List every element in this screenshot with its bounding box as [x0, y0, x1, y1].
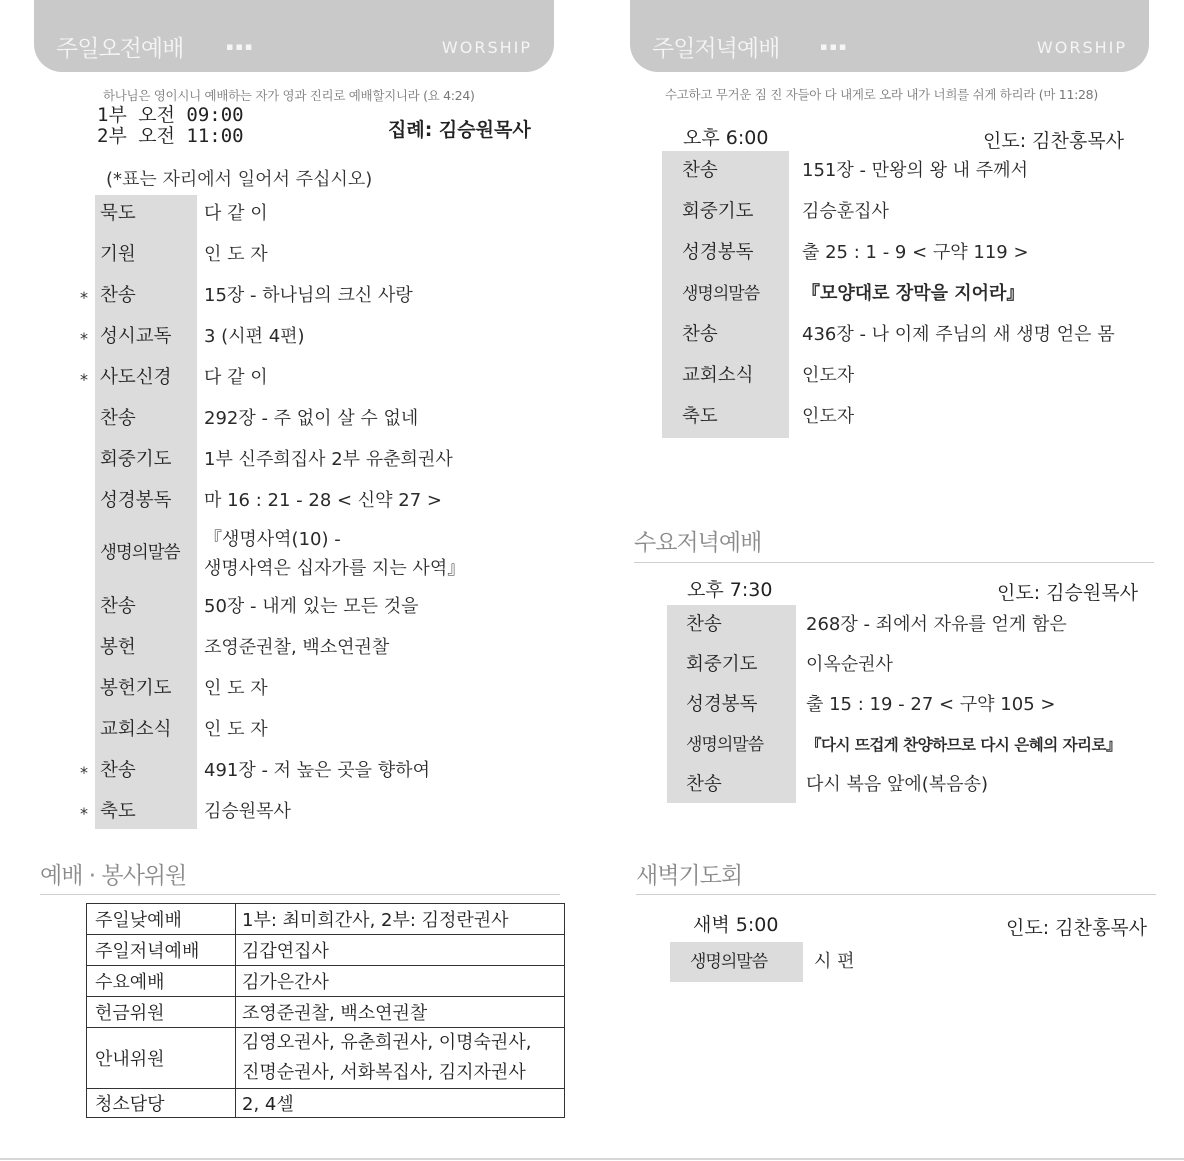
order-label: 찬송 [682, 324, 718, 345]
header-dots: ▪▪▪ [820, 40, 849, 53]
order-row-offering-prayer [80, 669, 540, 709]
order-label: 회중기도 [100, 449, 172, 470]
order-label: 생명의말씀 [682, 284, 760, 304]
order-value: 15장 - 하나님의 크신 사랑 [204, 285, 413, 306]
order-label: 찬송 [100, 408, 136, 429]
order-label: 교회소식 [100, 719, 172, 740]
evening-worship-label: WORSHIP [1036, 38, 1127, 57]
order-value: 3 (시편 4편) [204, 326, 305, 347]
order-value: 시 편 [814, 951, 855, 972]
order-value: 출 25 : 1 - 9 < 구약 119 > [802, 242, 1029, 263]
order-label: 봉헌기도 [100, 678, 172, 699]
order-row-scripture [80, 481, 540, 521]
wednesday-row-sermon [686, 725, 1156, 765]
wednesday-section-divider [634, 562, 1154, 563]
order-value: 151장 - 만왕의 왕 내 주께서 [802, 160, 1028, 181]
morning-time-1: 1부 오전 09:00 [97, 104, 244, 126]
order-label: 축도 [682, 406, 718, 427]
wednesday-row-prayer [686, 645, 1156, 685]
staff-row [87, 904, 565, 935]
staff-members: 조영준권찰, 백소연권찰 [236, 997, 565, 1028]
order-row-muk-do [80, 194, 540, 234]
staff-members: 김가은간사 [236, 966, 565, 997]
order-value: 인 도 자 [204, 719, 268, 740]
order-label: 성경봉독 [686, 694, 758, 715]
evening-row-hymn-1 [682, 151, 1152, 191]
dawn-row-sermon [690, 942, 1160, 982]
staff-role: 주일저녁예배 [87, 935, 236, 966]
stand-marker: * [80, 288, 88, 307]
morning-header [34, 0, 554, 72]
order-value: 292장 - 주 없이 살 수 없네 [204, 408, 419, 429]
wednesday-row-hymn-1 [686, 605, 1156, 645]
order-row-offering [80, 628, 540, 668]
order-label: 성시교독 [100, 326, 172, 347]
morning-worship-label: WORSHIP [441, 38, 532, 57]
order-row-hymn-4 [80, 751, 540, 791]
header-dots: ▪▪▪ [226, 40, 255, 53]
order-row-hymn-3 [80, 587, 540, 627]
order-row-sermon [80, 522, 540, 584]
order-value: 다시 복음 앞에(복음송) [806, 774, 988, 795]
evening-row-announcements [682, 356, 1152, 396]
order-label: 회중기도 [682, 201, 754, 222]
order-value: 『모양대로 장막을 지어라』 [802, 283, 1025, 304]
stand-marker: * [80, 763, 88, 782]
evening-row-prayer [682, 192, 1152, 232]
evening-header [630, 0, 1149, 72]
order-value: 김승훈집사 [802, 201, 889, 222]
evening-leader: 인도: 김찬홍목사 [983, 130, 1124, 152]
order-label: 묵도 [100, 203, 136, 224]
order-value: 491장 - 저 높은 곳을 향하여 [204, 760, 430, 781]
staff-members-line2: 진명순권사, 서화복집사, 김지자권사 [242, 1062, 526, 1083]
order-row-announcements [80, 710, 540, 750]
order-label: 찬송 [100, 285, 136, 306]
wednesday-leader: 인도: 김승원목사 [997, 582, 1138, 604]
evening-row-sermon [682, 274, 1152, 314]
staff-role: 수요예배 [87, 966, 236, 997]
order-value: 『생명사역(10) - [204, 529, 341, 550]
order-label: 성경봉독 [100, 490, 172, 511]
order-value: 다 같 이 [204, 203, 268, 224]
staff-row [87, 1028, 565, 1089]
evening-verse: 수고하고 무거운 짐 진 자들아 다 내게로 오라 내가 너희를 쉬게 하리라 (마 11:28) [665, 87, 1098, 102]
evening-title: 주일저녁예배 [652, 36, 780, 62]
order-value: 50장 - 내게 있는 모든 것을 [204, 596, 419, 617]
morning-time-2: 2부 오전 11:00 [97, 125, 244, 147]
order-label: 생명의말씀 [690, 952, 768, 972]
wednesday-row-scripture [686, 685, 1156, 725]
order-value: 다 같 이 [204, 367, 268, 388]
evening-row-hymn-2 [682, 315, 1152, 355]
order-label: 기원 [100, 244, 136, 265]
dawn-section-divider [636, 894, 1156, 895]
order-value: 『다시 뜨겁게 찬양하므로 다시 은혜의 자리로』 [806, 736, 1121, 754]
order-value: 436장 - 나 이제 주님의 새 생명 얻은 몸 [802, 324, 1115, 345]
staff-members: 1부: 최미희간사, 2부: 김정란권사 [236, 904, 565, 935]
order-label: 봉헌 [100, 637, 136, 658]
page-bottom-edge [0, 1158, 1184, 1160]
staff-row [87, 997, 565, 1028]
order-label: 생명의말씀 [100, 543, 180, 563]
order-row-apostles-creed [80, 358, 540, 398]
order-value: 김승원목사 [204, 801, 291, 822]
order-label: 찬송 [100, 596, 136, 617]
order-label: 성경봉독 [682, 242, 754, 263]
order-label: 생명의말씀 [686, 735, 764, 755]
order-row-responsive-reading [80, 317, 540, 357]
order-label: 사도신경 [100, 367, 172, 388]
order-row-benediction [80, 792, 540, 832]
staff-role: 헌금위원 [87, 997, 236, 1028]
order-value: 출 15 : 19 - 27 < 구약 105 > [806, 694, 1056, 715]
staff-role: 안내위원 [87, 1028, 236, 1089]
staff-section-title: 예배 · 봉사위원 [40, 863, 187, 889]
staff-role: 청소담당 [87, 1089, 236, 1118]
dawn-section-title: 새벽기도회 [636, 863, 743, 889]
staff-members [236, 1028, 565, 1089]
order-row-hymn-2 [80, 399, 540, 439]
stand-marker: * [80, 804, 88, 823]
order-row-prayer [80, 440, 540, 480]
staff-members: 2, 4셀 [236, 1089, 565, 1118]
staff-members-line1: 김영오권사, 유춘희권사, 이명숙권사, [242, 1032, 532, 1053]
order-value: 인 도 자 [204, 678, 268, 699]
dawn-leader: 인도: 김찬홍목사 [1006, 917, 1147, 939]
staff-row [87, 966, 565, 997]
morning-title: 주일오전예배 [56, 36, 184, 62]
order-label: 교회소식 [682, 365, 754, 386]
staff-members: 김갑연집사 [236, 935, 565, 966]
evening-time: 오후 6:00 [683, 127, 769, 149]
morning-leader: 집례: 김승원목사 [388, 119, 531, 141]
order-label: 찬송 [682, 160, 718, 181]
wednesday-row-hymn-2 [686, 765, 1156, 805]
order-label: 축도 [100, 801, 136, 822]
order-value: 인도자 [802, 365, 855, 386]
stand-marker: * [80, 370, 88, 389]
staff-section-divider [40, 894, 560, 895]
staff-row [87, 1089, 565, 1118]
staff-table [86, 903, 565, 1118]
standing-note: (*표는 자리에서 일어서 주십시오) [106, 169, 373, 190]
order-value: 268장 - 죄에서 자유를 얻게 함은 [806, 614, 1067, 635]
evening-row-scripture [682, 233, 1152, 273]
wednesday-time: 오후 7:30 [687, 579, 773, 601]
order-value: 인 도 자 [204, 244, 268, 265]
wednesday-section-title: 수요저녁예배 [634, 530, 762, 556]
order-value: 인도자 [802, 406, 855, 427]
evening-row-benediction [682, 397, 1152, 437]
order-row-giwon [80, 235, 540, 275]
morning-verse: 하나님은 영이시니 예배하는 자가 영과 진리로 예배할지니라 (요 4:24) [103, 88, 475, 103]
order-value: 1부 신주희집사 2부 유춘희권사 [204, 449, 453, 470]
staff-role: 주일낮예배 [87, 904, 236, 935]
order-label: 찬송 [100, 760, 136, 781]
order-label: 찬송 [686, 774, 722, 795]
stand-marker: * [80, 329, 88, 348]
order-row-hymn-1 [80, 276, 540, 316]
order-value: 조영준권찰, 백소연권찰 [204, 637, 390, 658]
dawn-time: 새벽 5:00 [693, 914, 779, 936]
staff-row [87, 935, 565, 966]
order-value: 이옥순권사 [806, 654, 893, 675]
order-value-line2: 생명사역은 십자가를 지는 사역』 [204, 558, 466, 579]
order-value: 마 16 : 21 - 28 < 신약 27 > [204, 490, 442, 511]
order-label: 회중기도 [686, 654, 758, 675]
order-label: 찬송 [686, 614, 722, 635]
